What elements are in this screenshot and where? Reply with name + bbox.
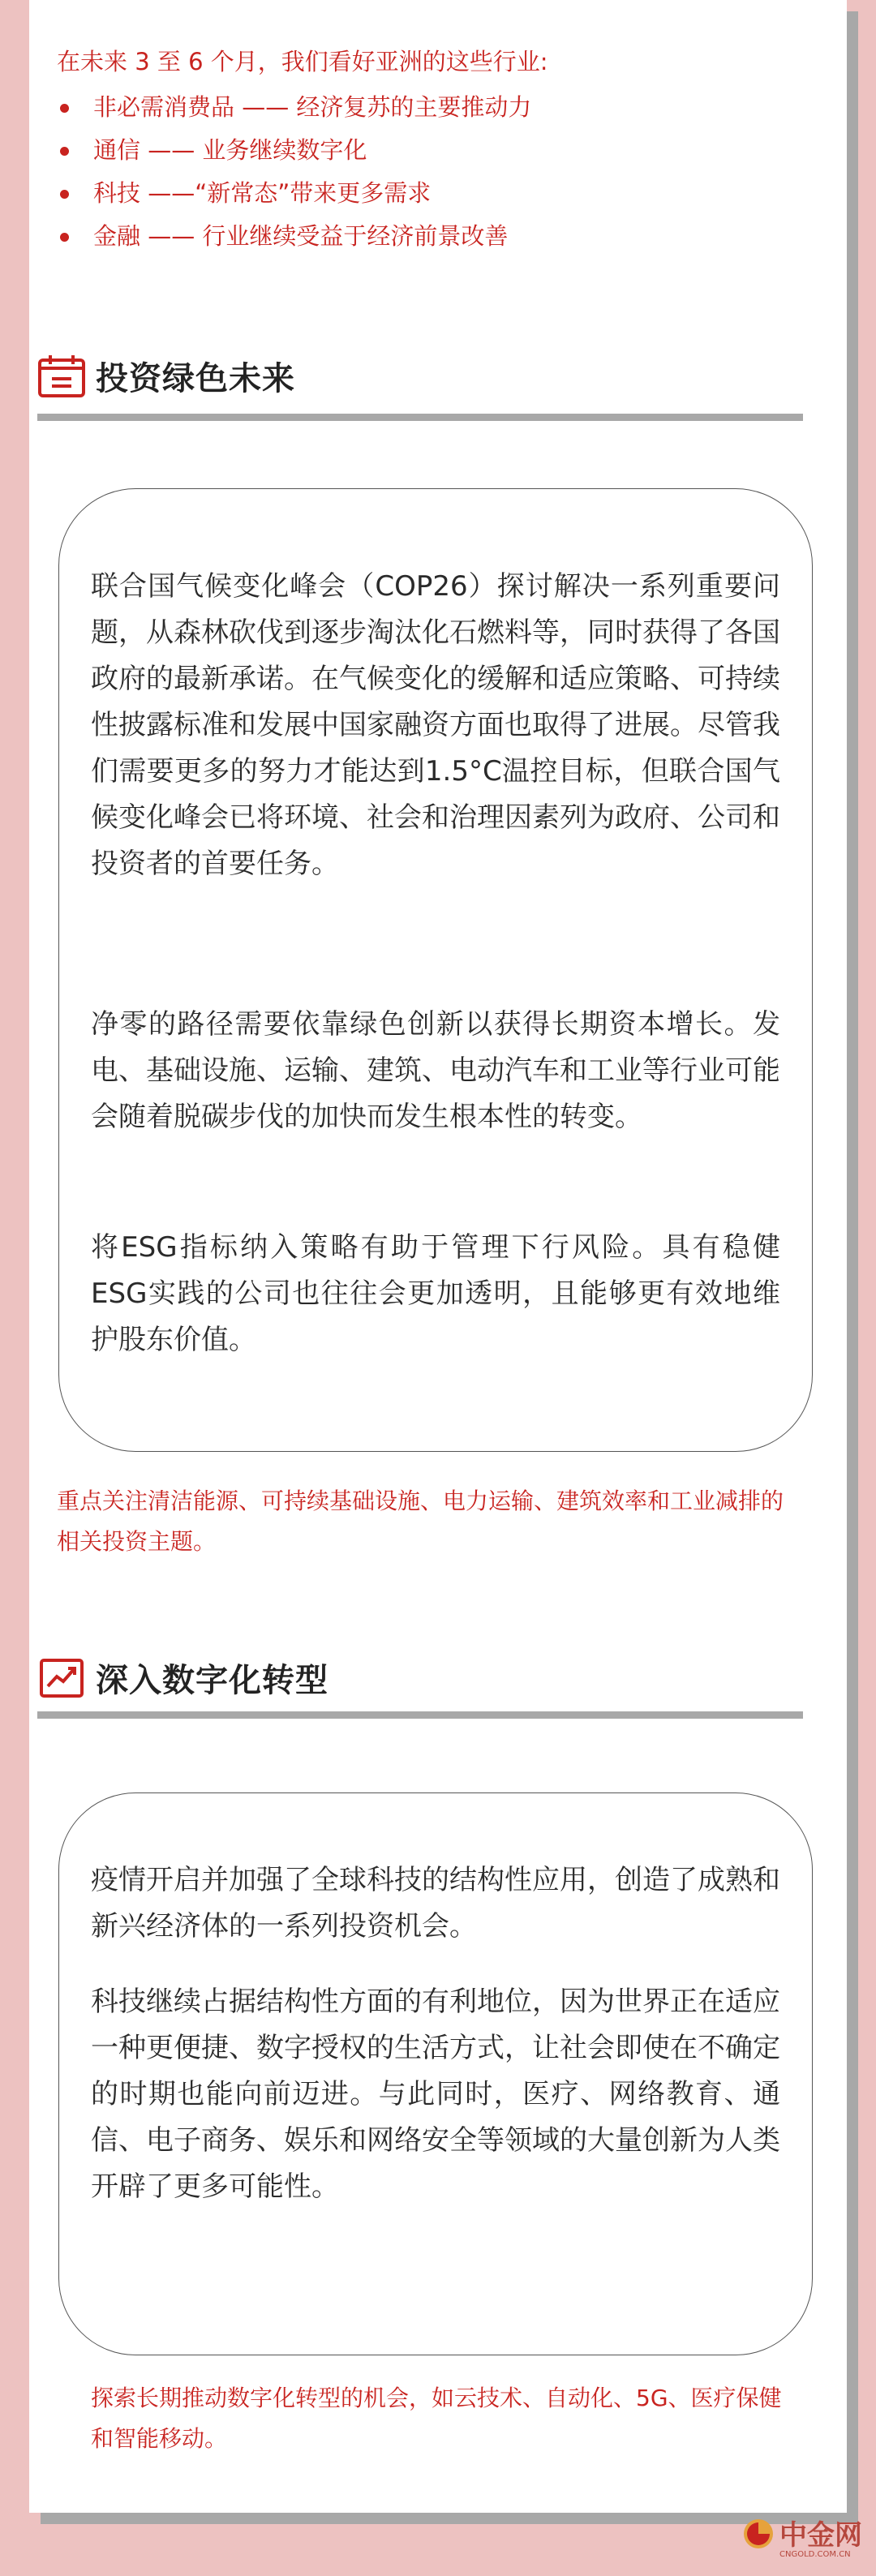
section-title: 投资绿色未来 xyxy=(96,360,295,397)
watermark xyxy=(742,2518,862,2559)
logo-icon xyxy=(742,2518,775,2553)
paragraph: 联合国气候变化峰会（COP26）探讨解决一系列重要问题，从森林砍伐到逐步淘汰化石燃料等，同时获得了各国政府的最新承诺。在气候变化的缓解和适应策略、可持续性披露标准和发展中国家融资方面也取得了进展。尽管我们需要更多的努力才能达到1.5°C温控目标，但联合国气候变化峰会已将环境、社会和治理因素列为政府、公司和投资者的首要任务。 xyxy=(91,570,780,880)
trend-chart-icon xyxy=(37,1655,86,1701)
list-item: 金融 —— 行业继续受益于经济前景改善 xyxy=(57,215,531,258)
intro-title: 在未来 3 至 6 个月，我们看好亚洲的这些行业: xyxy=(57,48,548,75)
section-divider xyxy=(37,414,803,421)
section-title: 深入数字化转型 xyxy=(96,1662,328,1699)
section-divider xyxy=(37,1711,803,1719)
paragraph: 净零的路径需要依靠绿色创新以获得长期资本增长。发电、基础设施、运输、建筑、电动汽车和工业等行业可能会随着脱碳步伐的加快而发生根本性的转变。 xyxy=(91,1008,780,1133)
list-item: 科技 ——“新常态”带来更多需求 xyxy=(57,172,531,215)
calendar-icon xyxy=(37,354,86,399)
section-header-green xyxy=(37,353,295,399)
watermark-text: 中金网 xyxy=(779,2519,862,2552)
highlight-note: 重点关注清洁能源、可持续基础设施、电力运输、建筑效率和工业减排的相关投资主题。 xyxy=(57,1488,784,1555)
section-header-digital xyxy=(37,1655,328,1701)
paragraph: 疫情开启并加强了全球科技的结构性应用，创造了成熟和新兴经济体的一系列投资机会。 xyxy=(91,1864,780,1943)
highlight-note: 探索长期推动数字化转型的机会，如云技术、自动化、5G、医疗保健和智能移动。 xyxy=(91,2385,782,2452)
list-item: 通信 —— 业务继续数字化 xyxy=(57,129,531,172)
list-item: 非必需消费品 —— 经济复苏的主要推动力 xyxy=(57,86,531,129)
watermark-sub: CNGOLD.COM.CN xyxy=(779,2550,851,2559)
sector-list xyxy=(57,86,531,258)
paragraph: 科技继续占据结构性方面的有利地位，因为世界正在适应一种更便捷、数字授权的生活方式，让社会即使在不确定的时期也能向前迈进。与此同时，医疗、网络教育、通信、电子商务、娱乐和网络安全等领域的大量创新为人类开辟了更多可能性。 xyxy=(91,1986,780,2203)
paragraph: 将ESG指标纳入策略有助于管理下行风险。具有稳健ESG实践的公司也往往会更加透明，且能够更有效地维护股东价值。 xyxy=(91,1231,780,1356)
